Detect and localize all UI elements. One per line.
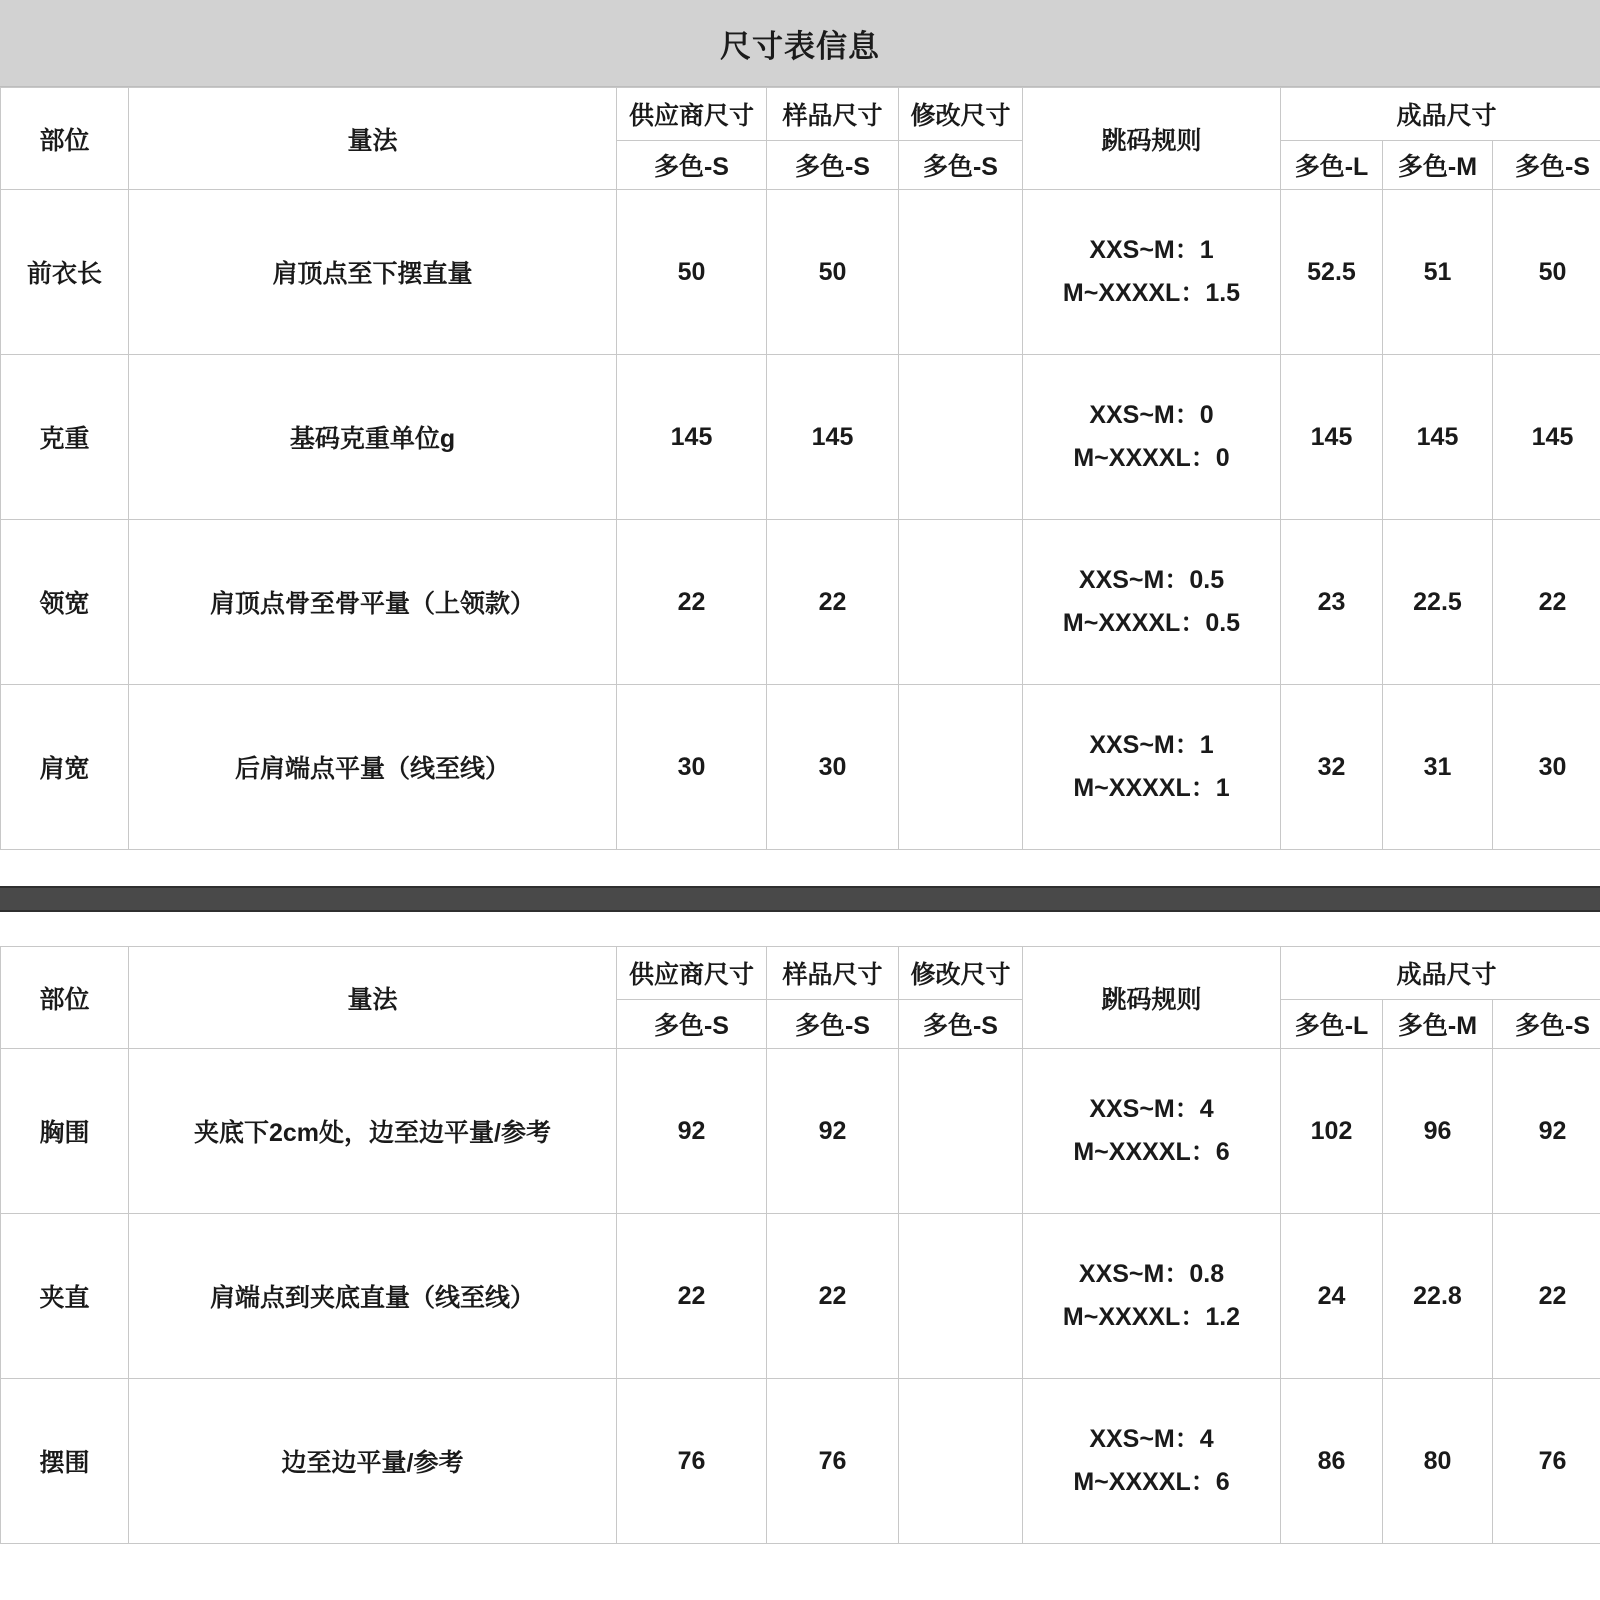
rule-line-1: XXS~M：0.5: [1078, 566, 1225, 594]
cell-finished-m: 80: [1383, 1379, 1493, 1544]
cell-supplier: 145: [617, 355, 767, 520]
cell-supplier: 92: [617, 1049, 767, 1214]
rule-line-1: XXS~M：1: [1089, 731, 1214, 759]
cell-sample: 145: [767, 355, 899, 520]
cell-modified: [899, 1049, 1023, 1214]
size-table-1-wrapper: [0, 87, 1600, 850]
cell-supplier: 30: [617, 685, 767, 850]
table-1-body: [1, 190, 1600, 850]
cell-method: 边至边平量/参考: [129, 1379, 617, 1544]
cell-finished-s: 76: [1493, 1379, 1600, 1544]
header-supplier-size: 供应商尺寸: [617, 88, 767, 141]
cell-rule: [1023, 355, 1281, 520]
table-row: [1, 520, 1600, 685]
cell-rule: [1023, 190, 1281, 355]
rule-line-2: M~XXXXL：6: [1073, 1138, 1230, 1166]
page-title-bar: [0, 0, 1600, 87]
rule-line-2: M~XXXXL：1: [1073, 774, 1230, 802]
rule-line-2: M~XXXXL：6: [1073, 1468, 1230, 1496]
cell-finished-l: 86: [1281, 1379, 1383, 1544]
cell-method: 夹底下2cm处，边至边平量/参考: [129, 1049, 617, 1214]
cell-modified: [899, 685, 1023, 850]
rule-line-1: XXS~M：0: [1089, 401, 1214, 429]
header-method: 量法: [129, 947, 617, 1049]
table-row: [1, 1049, 1600, 1214]
cell-finished-s: 30: [1493, 685, 1600, 850]
cell-supplier: 22: [617, 520, 767, 685]
cell-finished-l: 52.5: [1281, 190, 1383, 355]
header-finished-m: 多色-M: [1383, 141, 1493, 190]
cell-rule: [1023, 685, 1281, 850]
cell-method: 肩顶点至下摆直量: [129, 190, 617, 355]
cell-part: 肩宽: [1, 685, 129, 850]
header-part: 部位: [1, 947, 129, 1049]
cell-finished-l: 24: [1281, 1214, 1383, 1379]
header-finished-s: 多色-S: [1493, 141, 1600, 190]
rule-line-1: XXS~M：4: [1089, 1425, 1214, 1453]
header-grading-rule: 跳码规则: [1023, 88, 1281, 190]
cell-finished-m: 51: [1383, 190, 1493, 355]
cell-finished-l: 102: [1281, 1049, 1383, 1214]
table-2-header: [1, 947, 1600, 1049]
table-2-header-row-main: [1, 947, 1600, 1000]
header-modified-size: 修改尺寸: [899, 947, 1023, 1000]
header-finished-s: 多色-S: [1493, 1000, 1600, 1049]
header-supplier-size: 供应商尺寸: [617, 947, 767, 1000]
cell-finished-s: 92: [1493, 1049, 1600, 1214]
header-supplier-variant: 多色-S: [617, 1000, 767, 1049]
cell-method: 肩顶点骨至骨平量（上领款）: [129, 520, 617, 685]
table-1-header-row-main: [1, 88, 1600, 141]
cell-sample: 50: [767, 190, 899, 355]
cell-rule: [1023, 1214, 1281, 1379]
cell-sample: 22: [767, 520, 899, 685]
cell-modified: [899, 1214, 1023, 1379]
header-sample-size: 样品尺寸: [767, 88, 899, 141]
header-finished-l: 多色-L: [1281, 1000, 1383, 1049]
size-table-2-wrapper: [0, 946, 1600, 1544]
rule-line-2: M~XXXXL：1.5: [1062, 279, 1241, 307]
header-sample-variant: 多色-S: [767, 141, 899, 190]
header-method: 量法: [129, 88, 617, 190]
cell-part: 夹直: [1, 1214, 129, 1379]
section-divider: [0, 886, 1600, 912]
cell-method: 后肩端点平量（线至线）: [129, 685, 617, 850]
cell-finished-m: 96: [1383, 1049, 1493, 1214]
rule-line-1: XXS~M：4: [1089, 1095, 1214, 1123]
cell-sample: 92: [767, 1049, 899, 1214]
cell-finished-s: 22: [1493, 520, 1600, 685]
cell-part: 前衣长: [1, 190, 129, 355]
cell-finished-l: 32: [1281, 685, 1383, 850]
cell-part: 摆围: [1, 1379, 129, 1544]
cell-rule: [1023, 520, 1281, 685]
size-table-1: [0, 87, 1600, 850]
cell-sample: 22: [767, 1214, 899, 1379]
cell-rule: [1023, 1379, 1281, 1544]
header-modified-size: 修改尺寸: [899, 88, 1023, 141]
table-2-body: [1, 1049, 1600, 1544]
section-gap: [0, 850, 1600, 886]
header-finished-m: 多色-M: [1383, 1000, 1493, 1049]
size-table-2: [0, 946, 1600, 1544]
cell-finished-m: 22.5: [1383, 520, 1493, 685]
header-finished-size: 成品尺寸: [1281, 947, 1600, 1000]
header-part: 部位: [1, 88, 129, 190]
cell-finished-m: 145: [1383, 355, 1493, 520]
header-modified-variant: 多色-S: [899, 141, 1023, 190]
cell-sample: 30: [767, 685, 899, 850]
cell-sample: 76: [767, 1379, 899, 1544]
rule-line-1: XXS~M：1: [1089, 236, 1214, 264]
cell-supplier: 76: [617, 1379, 767, 1544]
cell-modified: [899, 1379, 1023, 1544]
table-row: [1, 190, 1600, 355]
cell-method: 肩端点到夹底直量（线至线）: [129, 1214, 617, 1379]
cell-finished-s: 22: [1493, 1214, 1600, 1379]
table-row: [1, 1379, 1600, 1544]
header-supplier-variant: 多色-S: [617, 141, 767, 190]
page-title: 尺寸表信息: [720, 28, 880, 64]
cell-supplier: 22: [617, 1214, 767, 1379]
cell-rule: [1023, 1049, 1281, 1214]
header-finished-size: 成品尺寸: [1281, 88, 1600, 141]
cell-part: 领宽: [1, 520, 129, 685]
cell-finished-l: 145: [1281, 355, 1383, 520]
cell-finished-l: 23: [1281, 520, 1383, 685]
table-1-header: [1, 88, 1600, 190]
section-gap-2: [0, 912, 1600, 946]
cell-part: 克重: [1, 355, 129, 520]
header-finished-l: 多色-L: [1281, 141, 1383, 190]
cell-supplier: 50: [617, 190, 767, 355]
cell-finished-m: 31: [1383, 685, 1493, 850]
header-sample-size: 样品尺寸: [767, 947, 899, 1000]
rule-line-2: M~XXXXL：1.2: [1062, 1303, 1241, 1331]
cell-modified: [899, 520, 1023, 685]
cell-finished-s: 145: [1493, 355, 1600, 520]
table-row: [1, 1214, 1600, 1379]
table-row: [1, 355, 1600, 520]
cell-finished-m: 22.8: [1383, 1214, 1493, 1379]
cell-modified: [899, 190, 1023, 355]
header-modified-variant: 多色-S: [899, 1000, 1023, 1049]
cell-method: 基码克重单位g: [129, 355, 617, 520]
rule-line-2: M~XXXXL：0: [1073, 444, 1230, 472]
header-grading-rule: 跳码规则: [1023, 947, 1281, 1049]
cell-part: 胸围: [1, 1049, 129, 1214]
rule-line-1: XXS~M：0.8: [1078, 1260, 1225, 1288]
cell-finished-s: 50: [1493, 190, 1600, 355]
cell-modified: [899, 355, 1023, 520]
table-row: [1, 685, 1600, 850]
rule-line-2: M~XXXXL：0.5: [1062, 609, 1241, 637]
header-sample-variant: 多色-S: [767, 1000, 899, 1049]
